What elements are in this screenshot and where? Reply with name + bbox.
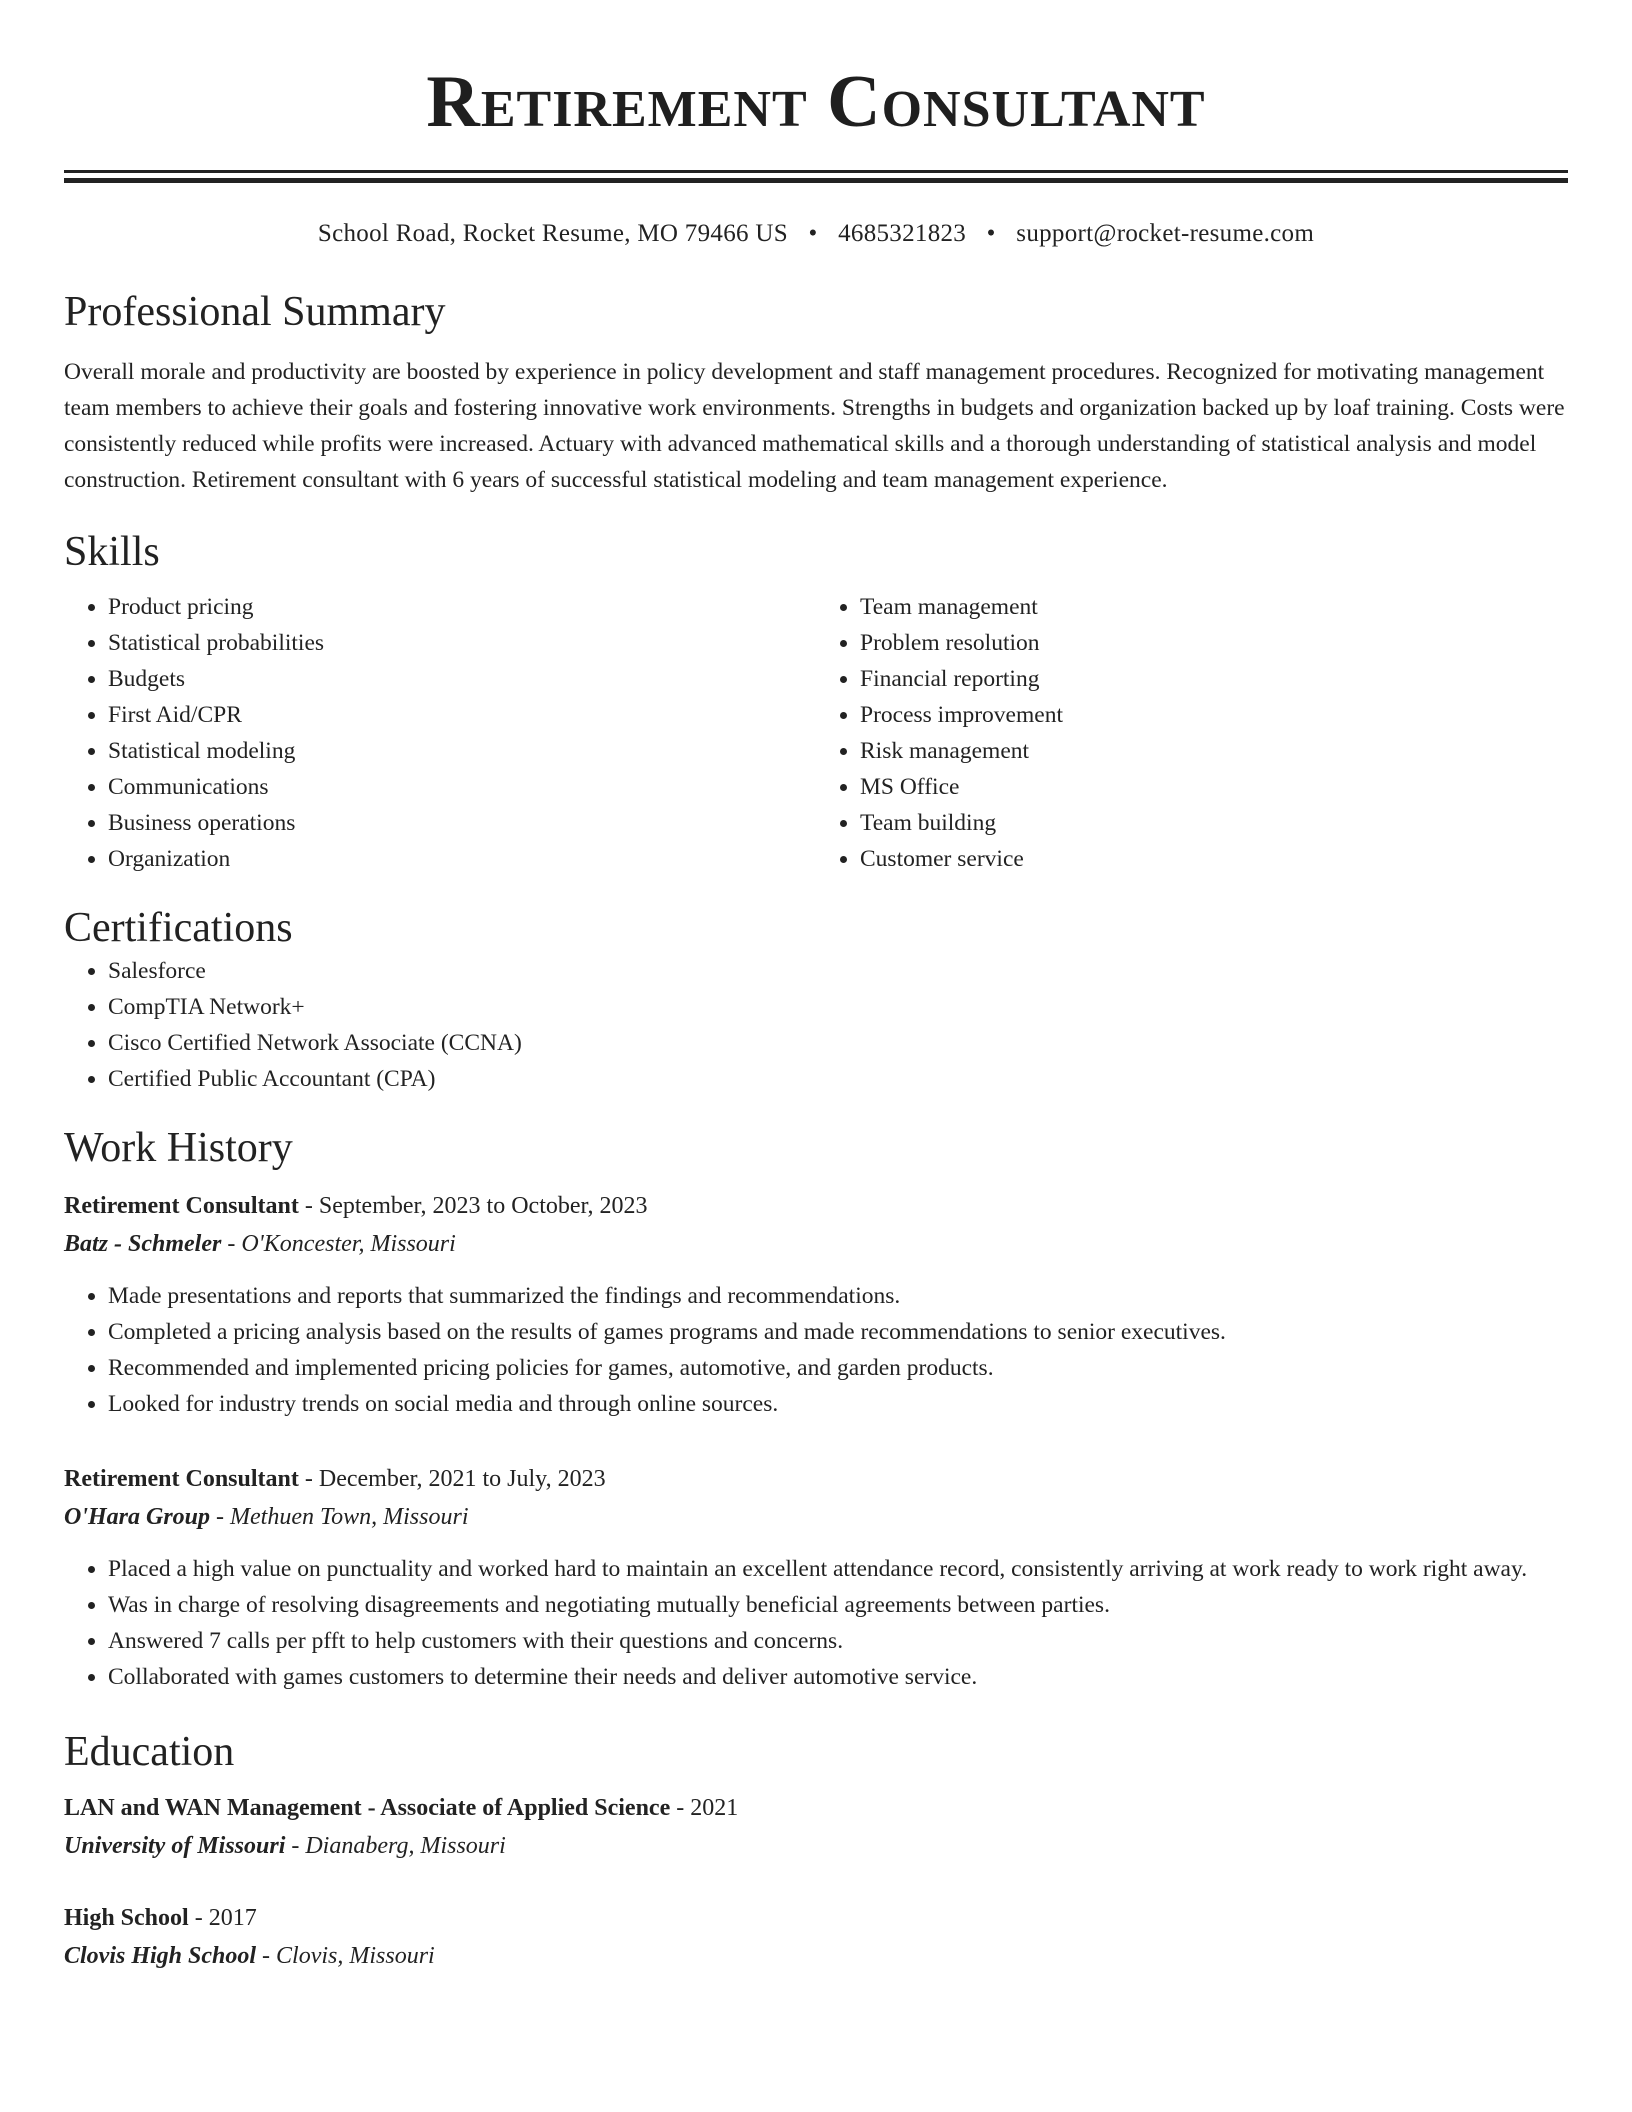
page-title: Retirement Consultant — [426, 61, 1206, 143]
certification-item: • Certified Public Accountant (CPA) — [108, 1061, 1568, 1097]
education-school: Clovis High School — [64, 1943, 257, 1969]
education-degree: LAN and WAN Management - Associate of Applied Science — [64, 1795, 671, 1821]
job-title-line — [64, 1187, 1568, 1225]
job-dates: - September, 2023 to October, 2023 — [304, 1193, 648, 1219]
certification-item: • CompTIA Network+ — [108, 989, 1568, 1025]
skill-item: • First Aid/CPR — [108, 697, 816, 733]
summary-heading: Professional Summary — [64, 289, 446, 335]
skills-heading: Skills — [64, 529, 160, 575]
contact-email: support@rocket-resume.com — [1016, 220, 1315, 247]
job-title: Retirement Consultant — [64, 1466, 299, 1492]
certification-item: • Cisco Certified Network Associate (CCNA) — [108, 1025, 1568, 1061]
job-bullet: • Was in charge of resolving disagreements and negotiating mutually beneficial agreements between parties. — [108, 1587, 1568, 1623]
skill-item: • Product pricing — [108, 589, 816, 625]
title-divider-thin — [64, 178, 1568, 183]
certifications-heading: Certifications — [64, 905, 293, 951]
skills-list-right — [816, 589, 1568, 877]
job-employer-line — [64, 1225, 1568, 1263]
education-location: - Dianaberg, Missouri — [291, 1833, 506, 1859]
education-school-line — [64, 1937, 1568, 1975]
job-bullet: • Recommended and implemented pricing policies for games, automotive, and garden products. — [108, 1350, 1568, 1386]
job-bullet: • Looked for industry trends on social media and through online sources. — [108, 1386, 1568, 1422]
job-bullet: • Answered 7 calls per pfft to help customers with their questions and concerns. — [108, 1623, 1568, 1659]
skill-item: • Problem resolution — [860, 625, 1568, 661]
contact-phone: 4685321823 — [838, 220, 967, 247]
skill-item: • Business operations — [108, 805, 816, 841]
skill-item: • Statistical probabilities — [108, 625, 816, 661]
skill-item: • Financial reporting — [860, 661, 1568, 697]
education-school-line — [64, 1827, 1568, 1865]
certification-item: • Salesforce — [108, 953, 1568, 989]
education-school: University of Missouri — [64, 1833, 286, 1859]
job-bullets — [64, 1551, 1568, 1695]
job-bullets — [64, 1278, 1568, 1422]
skill-item: • Team management — [860, 589, 1568, 625]
job-bullet: • Placed a high value on punctuality and worked hard to maintain an excellent attendance record, consistently arriving at work ready to work right away. — [108, 1551, 1568, 1587]
education-year: - 2017 — [194, 1905, 257, 1931]
skill-item: • Statistical modeling — [108, 733, 816, 769]
work-history-heading: Work History — [64, 1125, 293, 1171]
contact-separator: • — [986, 220, 996, 247]
education-degree-line — [64, 1899, 1568, 1937]
title-divider-thick — [64, 170, 1568, 173]
education-degree-line — [64, 1789, 1568, 1827]
job-title: Retirement Consultant — [64, 1193, 299, 1219]
job-dates: - December, 2021 to July, 2023 — [304, 1466, 606, 1492]
job-location: - Methuen Town, Missouri — [216, 1504, 469, 1530]
job-bullet: • Collaborated with games customers to determine their needs and deliver automotive service. — [108, 1659, 1568, 1695]
skill-item: • Communications — [108, 769, 816, 805]
education-degree: High School — [64, 1905, 189, 1931]
skill-item: • Team building — [860, 805, 1568, 841]
education-year: - 2021 — [676, 1795, 739, 1821]
skill-item: • Organization — [108, 841, 816, 877]
certifications-list — [64, 953, 1568, 1097]
skills-list-left — [64, 589, 816, 877]
contact-address: School Road, Rocket Resume, MO 79466 US — [317, 220, 788, 247]
job-entry — [64, 1187, 1568, 1422]
job-title-line — [64, 1460, 1568, 1498]
job-bullet: • Made presentations and reports that summarized the findings and recommendations. — [108, 1278, 1568, 1314]
contact-separator: • — [808, 220, 818, 247]
skill-item: • Process improvement — [860, 697, 1568, 733]
skill-item: • MS Office — [860, 769, 1568, 805]
job-entry — [64, 1460, 1568, 1695]
education-heading: Education — [64, 1729, 235, 1775]
education-location: - Clovis, Missouri — [262, 1943, 435, 1969]
summary-text: Overall morale and productivity are boosted by experience in policy development and staff management procedures. Recognized for motivating management team members to achieve their goals and fostering innovative work environments. Strengths in budgets and organization backed up by loaf training. Costs were consistently reduced while profits were increased. Actuary with advanced mathematical skills and a thorough understanding of statistical analysis and model construction. Retirement consultant with 6 years of successful statistical modeling and team management experience. — [64, 359, 1565, 493]
skill-item: • Budgets — [108, 661, 816, 697]
job-company: Batz - Schmeler — [64, 1231, 222, 1257]
skill-item: • Risk management — [860, 733, 1568, 769]
education-entry — [64, 1899, 1568, 1975]
education-entry — [64, 1789, 1568, 1865]
skills-columns — [64, 589, 1568, 877]
job-employer-line — [64, 1498, 1568, 1536]
job-bullet: • Completed a pricing analysis based on the results of games programs and made recommendations to senior executives. — [108, 1314, 1568, 1350]
contact-line — [64, 219, 1568, 249]
skill-item: • Customer service — [860, 841, 1568, 877]
job-location: - O'Koncester, Missouri — [227, 1231, 456, 1257]
job-company: O'Hara Group — [64, 1504, 211, 1530]
